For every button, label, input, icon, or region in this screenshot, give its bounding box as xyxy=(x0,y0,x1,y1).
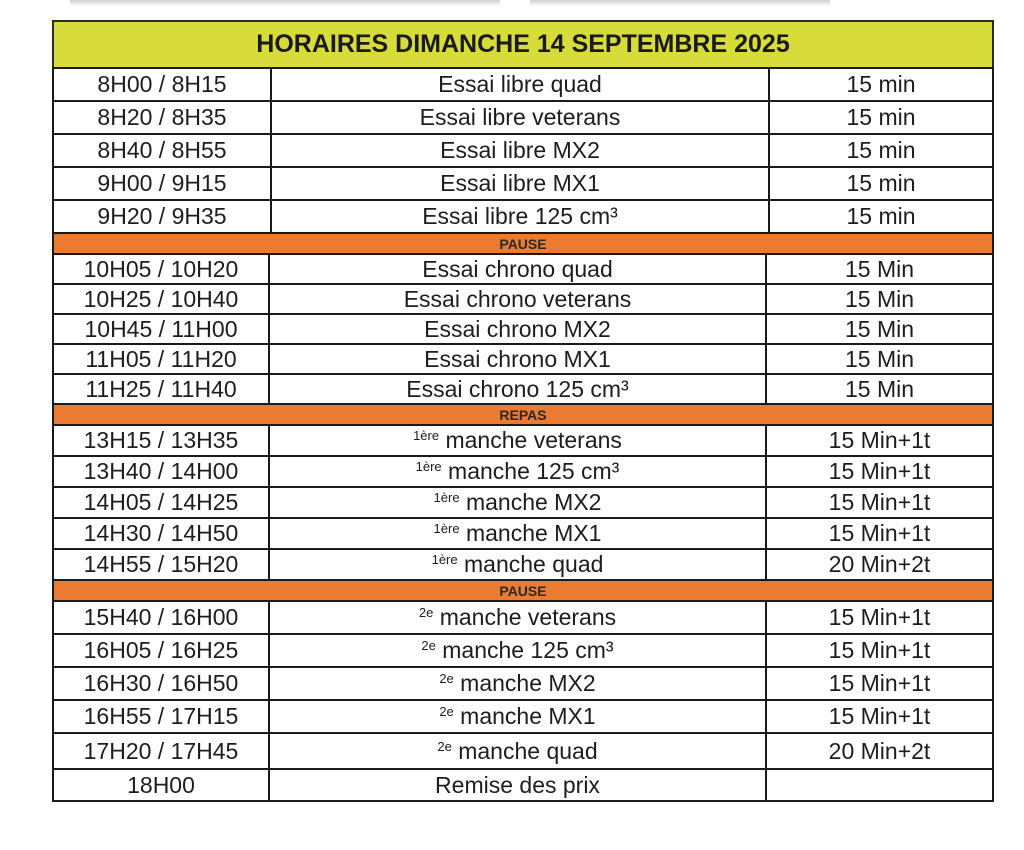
time-cell: 9H00 / 9H15 xyxy=(54,168,272,199)
event-cell xyxy=(270,602,767,633)
table-row xyxy=(54,600,992,633)
pause-separator: PAUSE xyxy=(52,581,994,600)
event-cell: Essai chrono MX2 xyxy=(270,315,767,343)
time-cell: 15H40 / 16H00 xyxy=(54,602,270,633)
table-row xyxy=(54,313,992,343)
duration-cell: 15 min xyxy=(846,137,916,163)
table-row xyxy=(54,548,992,579)
table-row xyxy=(54,666,992,699)
ordinal-superscript: 2e xyxy=(421,638,436,653)
time-cell: 13H15 / 13H35 xyxy=(54,426,270,455)
duration-cell: 15 Min xyxy=(844,345,915,372)
time-cell: 14H30 / 14H50 xyxy=(54,519,270,548)
event-text: manche MX2 xyxy=(459,489,602,515)
event-cell: Essai libre MX2 xyxy=(272,135,770,166)
event-cell: Remise des prix xyxy=(270,770,767,800)
table-row xyxy=(54,424,992,455)
time-cell: 9H20 / 9H35 xyxy=(54,201,272,232)
ordinal-superscript: 1ère xyxy=(413,428,440,443)
event-cell: Essai chrono MX1 xyxy=(270,345,767,373)
block-free-practice xyxy=(52,67,994,234)
event-cell: Essai libre MX1 xyxy=(272,168,770,199)
time-cell: 18H00 xyxy=(54,770,270,800)
event-text: manche veterans xyxy=(433,604,617,630)
event-cell xyxy=(270,426,767,455)
event-cell: Essai libre quad xyxy=(272,69,770,100)
time-cell: 11H05 / 11H20 xyxy=(54,345,270,373)
ordinal-superscript: 2e xyxy=(439,704,454,719)
time-cell: 10H25 / 10H40 xyxy=(54,285,270,313)
event-cell: Essai libre veterans xyxy=(272,102,770,133)
duration-cell: 15 Min xyxy=(844,375,915,402)
time-cell: 14H55 / 15H20 xyxy=(54,550,270,579)
event-text: manche 125 cm³ xyxy=(435,637,614,663)
time-cell: 8H20 / 8H35 xyxy=(54,102,272,133)
event-cell xyxy=(270,550,767,579)
duration-cell: 15 Min+1t xyxy=(828,703,931,729)
duration-cell: 15 Min+1t xyxy=(828,427,931,453)
event-cell xyxy=(270,635,767,666)
event-cell xyxy=(270,457,767,486)
event-text: manche MX2 xyxy=(453,670,596,696)
table-row xyxy=(54,768,992,800)
schedule-title: HORAIRES DIMANCHE 14 SEPTEMBRE 2025 xyxy=(52,20,994,67)
duration-cell: 15 Min+1t xyxy=(828,604,931,630)
time-cell: 13H40 / 14H00 xyxy=(54,457,270,486)
event-cell: Essai libre 125 cm³ xyxy=(272,201,770,232)
ordinal-superscript: 2e xyxy=(437,738,452,754)
duration-cell: 15 min xyxy=(846,104,916,130)
event-text: manche veterans xyxy=(439,427,622,453)
block-second-race xyxy=(52,600,994,802)
time-cell: 17H20 / 17H45 xyxy=(54,734,270,768)
ordinal-superscript: 2e xyxy=(418,605,434,620)
duration-cell: 15 Min+1t xyxy=(828,520,931,546)
pause-separator: PAUSE xyxy=(52,234,994,253)
schedule-sheet xyxy=(52,20,994,802)
event-cell xyxy=(270,519,767,548)
page-edge-shadow xyxy=(530,0,830,6)
table-row xyxy=(54,517,992,548)
ordinal-superscript: 1ère xyxy=(433,521,460,536)
duration-cell: 15 Min+1t xyxy=(828,637,931,663)
time-cell: 10H45 / 11H00 xyxy=(54,315,270,343)
duration-cell: 20 Min+2t xyxy=(828,551,931,577)
time-cell: 10H05 / 10H20 xyxy=(54,255,270,283)
table-row xyxy=(54,455,992,486)
event-cell: Essai chrono 125 cm³ xyxy=(270,375,767,403)
time-cell: 14H05 / 14H25 xyxy=(54,488,270,517)
table-row xyxy=(54,732,992,768)
table-row xyxy=(54,199,992,232)
event-cell: Essai chrono quad xyxy=(270,255,767,283)
duration-cell: 20 Min+2t xyxy=(828,737,931,764)
duration-cell: 15 min xyxy=(846,203,916,229)
ordinal-superscript: 1ère xyxy=(415,459,442,474)
event-text: manche MX1 xyxy=(453,703,596,729)
ordinal-superscript: 1ère xyxy=(433,490,460,505)
time-cell: 8H40 / 8H55 xyxy=(54,135,272,166)
duration-cell: 15 Min xyxy=(844,285,915,312)
duration-cell: 15 Min+1t xyxy=(828,458,931,484)
table-row xyxy=(54,373,992,403)
event-text: manche quad xyxy=(451,737,598,764)
time-cell: 11H25 / 11H40 xyxy=(54,375,270,403)
table-row xyxy=(54,253,992,283)
table-row xyxy=(54,633,992,666)
table-row xyxy=(54,699,992,732)
event-cell xyxy=(270,701,767,732)
table-row xyxy=(54,133,992,166)
event-text: manche MX1 xyxy=(459,520,602,546)
event-text: manche quad xyxy=(457,551,604,577)
table-row xyxy=(54,343,992,373)
event-cell: Essai chrono veterans xyxy=(270,285,767,313)
duration-cell: 15 Min xyxy=(844,315,915,342)
duration-cell: 15 Min+1t xyxy=(828,489,931,515)
duration-cell: 15 min xyxy=(846,71,916,97)
time-cell: 16H05 / 16H25 xyxy=(54,635,270,666)
event-cell xyxy=(270,488,767,517)
page-edge-shadow xyxy=(70,0,500,6)
table-row xyxy=(54,486,992,517)
block-first-race xyxy=(52,424,994,581)
duration-cell: 15 Min xyxy=(844,255,915,282)
time-cell: 8H00 / 8H15 xyxy=(54,69,272,100)
time-cell: 16H55 / 17H15 xyxy=(54,701,270,732)
event-cell xyxy=(270,734,767,768)
ordinal-superscript: 1ère xyxy=(431,552,458,567)
ordinal-superscript: 2e xyxy=(439,671,454,686)
event-cell xyxy=(270,668,767,699)
duration-cell xyxy=(767,770,992,800)
duration-cell: 15 min xyxy=(846,170,916,196)
table-row xyxy=(54,166,992,199)
table-row xyxy=(54,67,992,100)
time-cell: 16H30 / 16H50 xyxy=(54,668,270,699)
table-row xyxy=(54,100,992,133)
meal-separator: REPAS xyxy=(52,405,994,424)
duration-cell: 15 Min+1t xyxy=(828,670,931,696)
event-text: manche 125 cm³ xyxy=(441,458,620,484)
block-timed-practice xyxy=(52,253,994,405)
table-row xyxy=(54,283,992,313)
